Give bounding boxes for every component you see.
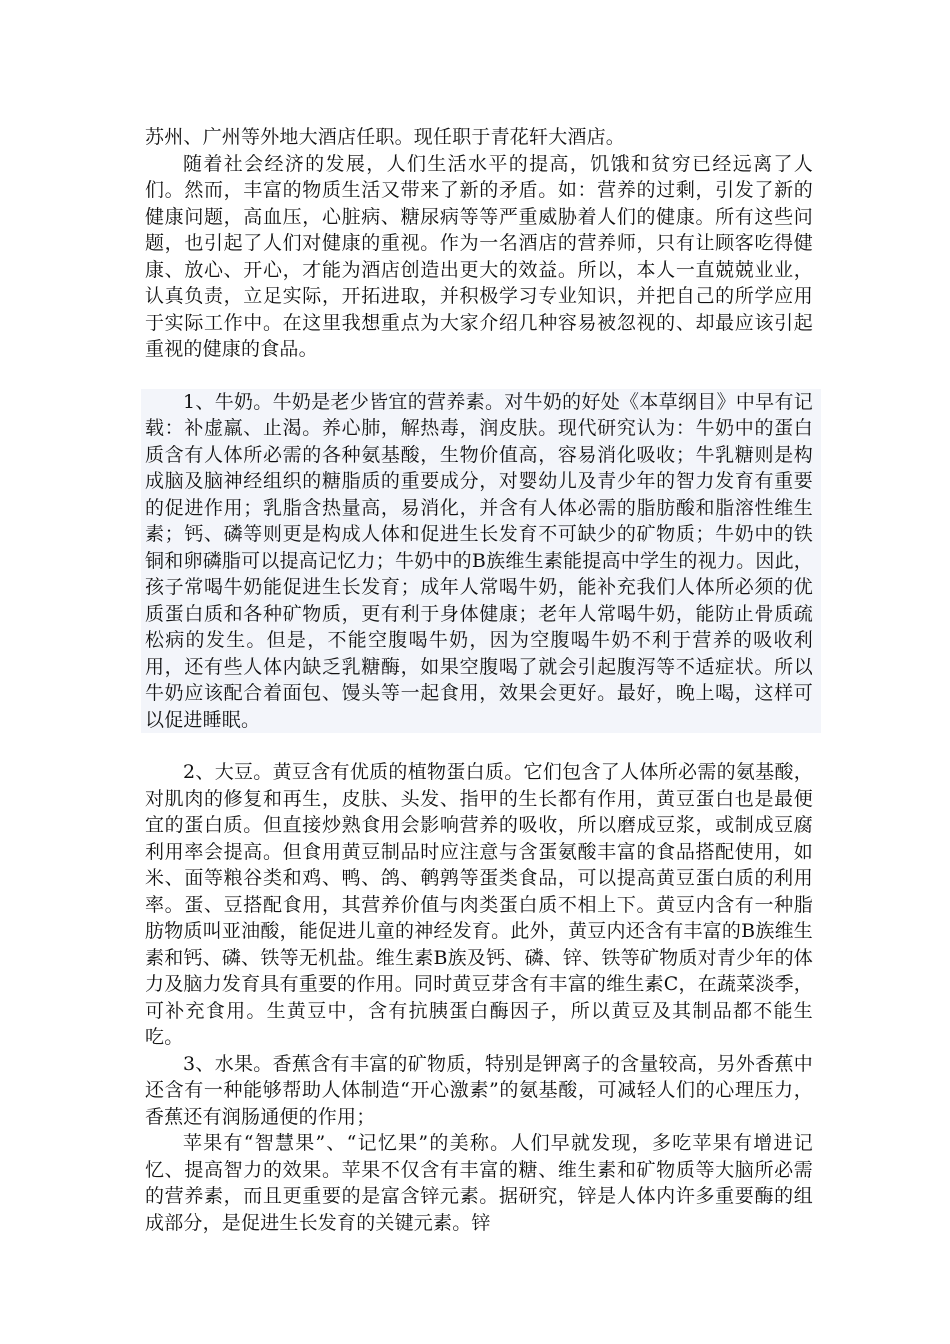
paragraph-hotel-continued: 苏州、广州等外地大酒店任职。现任职于青花轩大酒店。 [145,126,626,148]
paragraph-spacer [145,733,813,759]
paragraph-introduction: 随着社会经济的发展，人们生活水平的提高，饥饿和贫穷已经远离了人们。然而，丰富的物质生活又带来了新的矛盾。如：营养的过剩，引发了新的健康问题，高血压，心脏病、糖尿病等等严重威胁着人们的健康。所有这些问题，也引起了人们对健康的重视。作为一名酒店的营养师，只有让顾客吃得健康、放心、开心，才能为酒店创造出更大的效益。所以，本人一直兢兢业业，认真负责，立足实际，开拓进取，并积极学习专业知识，并把自己的所学应用于实际工作中。在这里我想重点为大家介绍几种容易被忽视的、却最应该引起重视的健康的食品。 [145,152,813,360]
paragraph-fruit-banana: 3、水果。香蕉含有丰富的矿物质，特别是钾离子的含量较高，另外香蕉中还含有一种能够帮助人体制造“开心激素”的氨基酸，可减轻人们的心理压力，香蕉还有润肠通便的作用； [145,1052,813,1128]
paragraph-milk: 1、牛奶。牛奶是老少皆宜的营养素。对牛奶的好处《本草纲目》中早有记载：补虚羸、止渴。养心肺，解热毒，润皮肤。现代研究认为：牛奶中的蛋白质含有人体所必需的各种氨基酸，生物价值高，容易消化吸收；牛乳糖则是构成脑及脑神经组织的糖脂质的重要成分，对婴幼儿及青少年的智力发育有重要的促进作用；乳脂含热量高，易消化，并含有人体必需的脂肪酸和脂溶性维生素；钙、磷等则更是构成人体和促进生长发育不可缺少的矿物质；牛奶中的铁铜和卵磷脂可以提高记忆力；牛奶中的B族维生素能提高中学生的视力。因此，孩子常喝牛奶能促进生长发育；成年人常喝牛奶，能补充我们人体所必须的优质蛋白质和各种矿物质，更有利于身体健康；老年人常喝牛奶，能防止骨质疏松病的发生。但是，不能空腹喝牛奶，因为空腹喝牛奶不利于营养的吸收利用，还有些人体内缺乏乳糖酶，如果空腹喝了就会引起腹泻等不适症状。所以牛奶应该配合着面包、馒头等一起食用，效果会更好。最好，晚上喝，这样可以促进睡眠。 [141,389,821,734]
document-body [145,124,813,1236]
paragraph-spacer [145,363,813,389]
paragraph-fruit-apple: 苹果有“智慧果”、“记忆果”的美称。人们早就发现，多吃苹果有增进记忆、提高智力的效果。苹果不仅含有丰富的糖、维生素和矿物质等大脑所必需的营养素，而且更重要的是富含锌元素。据研究，锌是人体内许多重要酶的组成部分，是促进生长发育的关键元素。锌 [145,1132,813,1234]
paragraph-soybean: 2、大豆。黄豆含有优质的植物蛋白质。它们包含了人体所必需的氨基酸，对肌肉的修复和再生，皮肤、头发、指甲的生长都有作用，黄豆蛋白也是最便宜的蛋白质。但直接炒熟食用会影响营养的吸收，所以磨成豆浆，或制成豆腐利用率会提高。但食用黄豆制品时应注意与含蛋氨酸丰富的食品搭配使用，如米、面等粮谷类和鸡、鸭、鸽、鹌鹑等蛋类食品，可以提高黄豆蛋白质的利用率。蛋、豆搭配食用，其营养价值与肉类蛋白质不相上下。黄豆内含有一种脂肪物质叫亚油酸，能促进儿童的神经发育。此外，黄豆内还含有丰富的B族维生素和钙、磷、铁等无机盐。维生素B族及钙、磷、锌、铁等矿物质对青少年的体力及脑力发育具有重要的作用。同时黄豆芽含有丰富的维生素C，在蔬菜淡季，可补充食用。生黄豆中，含有抗胰蛋白酶因子，所以黄豆及其制品都不能生吃。 [145,761,813,1048]
